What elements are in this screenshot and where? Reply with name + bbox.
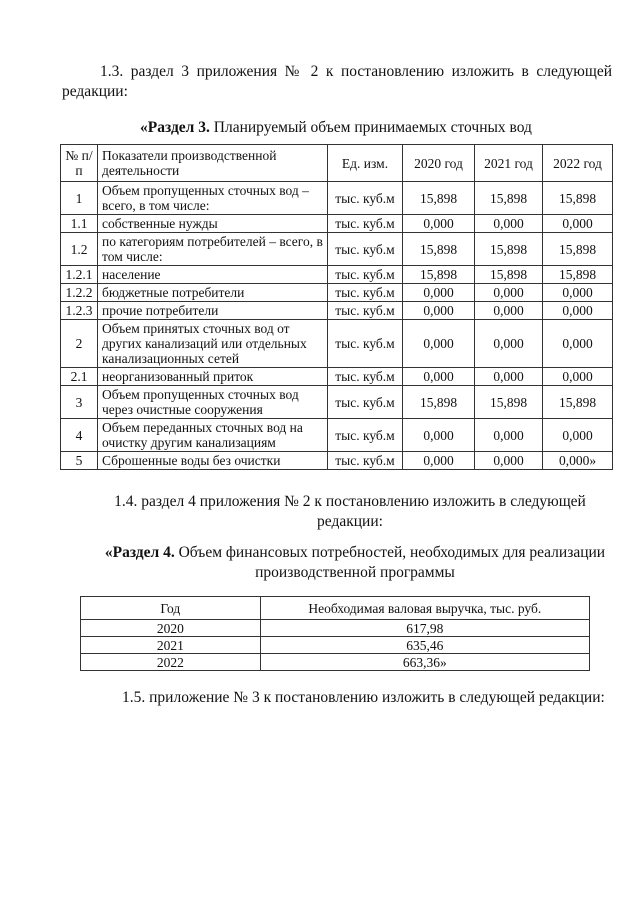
- table-cell: 617,98: [260, 620, 589, 637]
- section-4-heading: [95, 543, 615, 583]
- table-cell: Объем принятых сточных вод от других канализаций или отдельных канализационных сетей: [98, 320, 328, 368]
- column-header: 2021 год: [475, 145, 543, 182]
- table-cell: 1.2.1: [61, 266, 98, 284]
- section-3-label: «Раздел 3.: [140, 119, 210, 136]
- table-cell: 0,000: [475, 284, 543, 302]
- paragraph-1-3: 1.3. раздел 3 приложения № 2 к постановлению изложить в следующей редакции:: [62, 63, 612, 100]
- table-cell: 0,000: [543, 419, 613, 452]
- table-cell: 15,898: [403, 266, 475, 284]
- table-cell: 15,898: [543, 182, 613, 215]
- table-cell: 0,000: [403, 284, 475, 302]
- table-cell: 15,898: [403, 233, 475, 266]
- table-cell: 0,000: [475, 452, 543, 470]
- table-cell: тыс. куб.м: [328, 233, 403, 266]
- table-cell: 0,000: [403, 215, 475, 233]
- table-cell: тыс. куб.м: [328, 368, 403, 386]
- table-row: [81, 620, 590, 637]
- table-cell: население: [98, 266, 328, 284]
- column-header: 2022 год: [543, 145, 613, 182]
- table-cell: 3: [61, 386, 98, 419]
- table-row: [61, 182, 613, 215]
- table-row: [61, 386, 613, 419]
- column-header: № п/п: [61, 145, 98, 182]
- column-header: Ед. изм.: [328, 145, 403, 182]
- table-cell: 2.1: [61, 368, 98, 386]
- table-cell: 0,000: [475, 368, 543, 386]
- column-header: Год: [81, 597, 261, 620]
- table-cell: Объем пропущенных сточных вод – всего, в том числе:: [98, 182, 328, 215]
- table-cell: тыс. куб.м: [328, 386, 403, 419]
- table-cell: Объем переданных сточных вод на очистку другим канализациям: [98, 419, 328, 452]
- table-row: [61, 368, 613, 386]
- header-row: [61, 145, 613, 182]
- table-row: [61, 284, 613, 302]
- section-3-title: Планируемый объем принимаемых сточных вод: [209, 119, 532, 136]
- table-cell: 0,000: [403, 419, 475, 452]
- table-cell: 0,000: [475, 215, 543, 233]
- table-cell: 0,000: [475, 320, 543, 368]
- table-cell: 2020: [81, 620, 261, 637]
- table-cell: тыс. куб.м: [328, 452, 403, 470]
- table-cell: 635,46: [260, 637, 589, 654]
- table-cell: 1.2.2: [61, 284, 98, 302]
- paragraph-1-5: 1.5. приложение № 3 к постановлению изложить в следующей редакции:: [122, 689, 605, 706]
- table-cell: 15,898: [475, 182, 543, 215]
- table-row: [81, 654, 590, 671]
- table-row: [61, 320, 613, 368]
- table-cell: 15,898: [475, 386, 543, 419]
- table-cell: прочие потребители: [98, 302, 328, 320]
- section-4-label: «Раздел 4.: [104, 544, 175, 561]
- table-cell: 0,000: [543, 215, 613, 233]
- table-cell: Сброшенные воды без очистки: [98, 452, 328, 470]
- table-cell: 0,000: [403, 452, 475, 470]
- table-cell: 2: [61, 320, 98, 368]
- table-row: [61, 452, 613, 470]
- table-cell: 0,000: [475, 302, 543, 320]
- table-cell: 1.1: [61, 215, 98, 233]
- table-cell: 15,898: [403, 182, 475, 215]
- table-cell: 15,898: [543, 266, 613, 284]
- table-cell: 5: [61, 452, 98, 470]
- column-header: Необходимая валовая выручка, тыс. руб.: [260, 597, 589, 620]
- table-row: [61, 302, 613, 320]
- table-cell: 0,000: [403, 320, 475, 368]
- table-cell: 15,898: [543, 386, 613, 419]
- table-cell: 0,000: [475, 419, 543, 452]
- table-cell: тыс. куб.м: [328, 215, 403, 233]
- column-header: 2020 год: [403, 145, 475, 182]
- table-cell: тыс. куб.м: [328, 182, 403, 215]
- table-cell: 15,898: [475, 233, 543, 266]
- financial-needs-table: [80, 596, 590, 671]
- table-cell: 2021: [81, 637, 261, 654]
- table-row: [61, 419, 613, 452]
- table-cell: 1: [61, 182, 98, 215]
- table-cell: тыс. куб.м: [328, 266, 403, 284]
- table-row: [61, 233, 613, 266]
- table-cell: 4: [61, 419, 98, 452]
- table-cell: 0,000»: [543, 452, 613, 470]
- column-header: Показатели производственной деятельности: [98, 145, 328, 182]
- table-cell: собственные нужды: [98, 215, 328, 233]
- table-cell: 1.2: [61, 233, 98, 266]
- planned-volume-table: [60, 144, 613, 470]
- table-cell: по категориям потребителей – всего, в том числе:: [98, 233, 328, 266]
- section-3-heading: [60, 118, 612, 138]
- table-cell: 15,898: [475, 266, 543, 284]
- section-4-title: Объем финансовых потребностей, необходимых для реализации производственной программы: [174, 544, 606, 581]
- table-cell: тыс. куб.м: [328, 419, 403, 452]
- table-cell: тыс. куб.м: [328, 302, 403, 320]
- table-cell: 0,000: [403, 302, 475, 320]
- table-cell: бюджетные потребители: [98, 284, 328, 302]
- table-cell: 0,000: [543, 368, 613, 386]
- table-cell: 15,898: [543, 233, 613, 266]
- table-cell: Объем пропущенных сточных вод через очистные сооружения: [98, 386, 328, 419]
- table-cell: 0,000: [403, 368, 475, 386]
- table-cell: тыс. куб.м: [328, 320, 403, 368]
- table-cell: 0,000: [543, 320, 613, 368]
- table-cell: 663,36»: [260, 654, 589, 671]
- table-row: [61, 266, 613, 284]
- header-row: [81, 597, 590, 620]
- table-cell: тыс. куб.м: [328, 284, 403, 302]
- paragraph-1-4: 1.4. раздел 4 приложения № 2 к постановлению изложить в следующей редакции:: [114, 493, 586, 530]
- table-cell: 1.2.3: [61, 302, 98, 320]
- table-cell: 0,000: [543, 302, 613, 320]
- table-cell: 0,000: [543, 284, 613, 302]
- table-row: [61, 215, 613, 233]
- table-cell: неорганизованный приток: [98, 368, 328, 386]
- table-row: [81, 637, 590, 654]
- table-cell: 15,898: [403, 386, 475, 419]
- table-cell: 2022: [81, 654, 261, 671]
